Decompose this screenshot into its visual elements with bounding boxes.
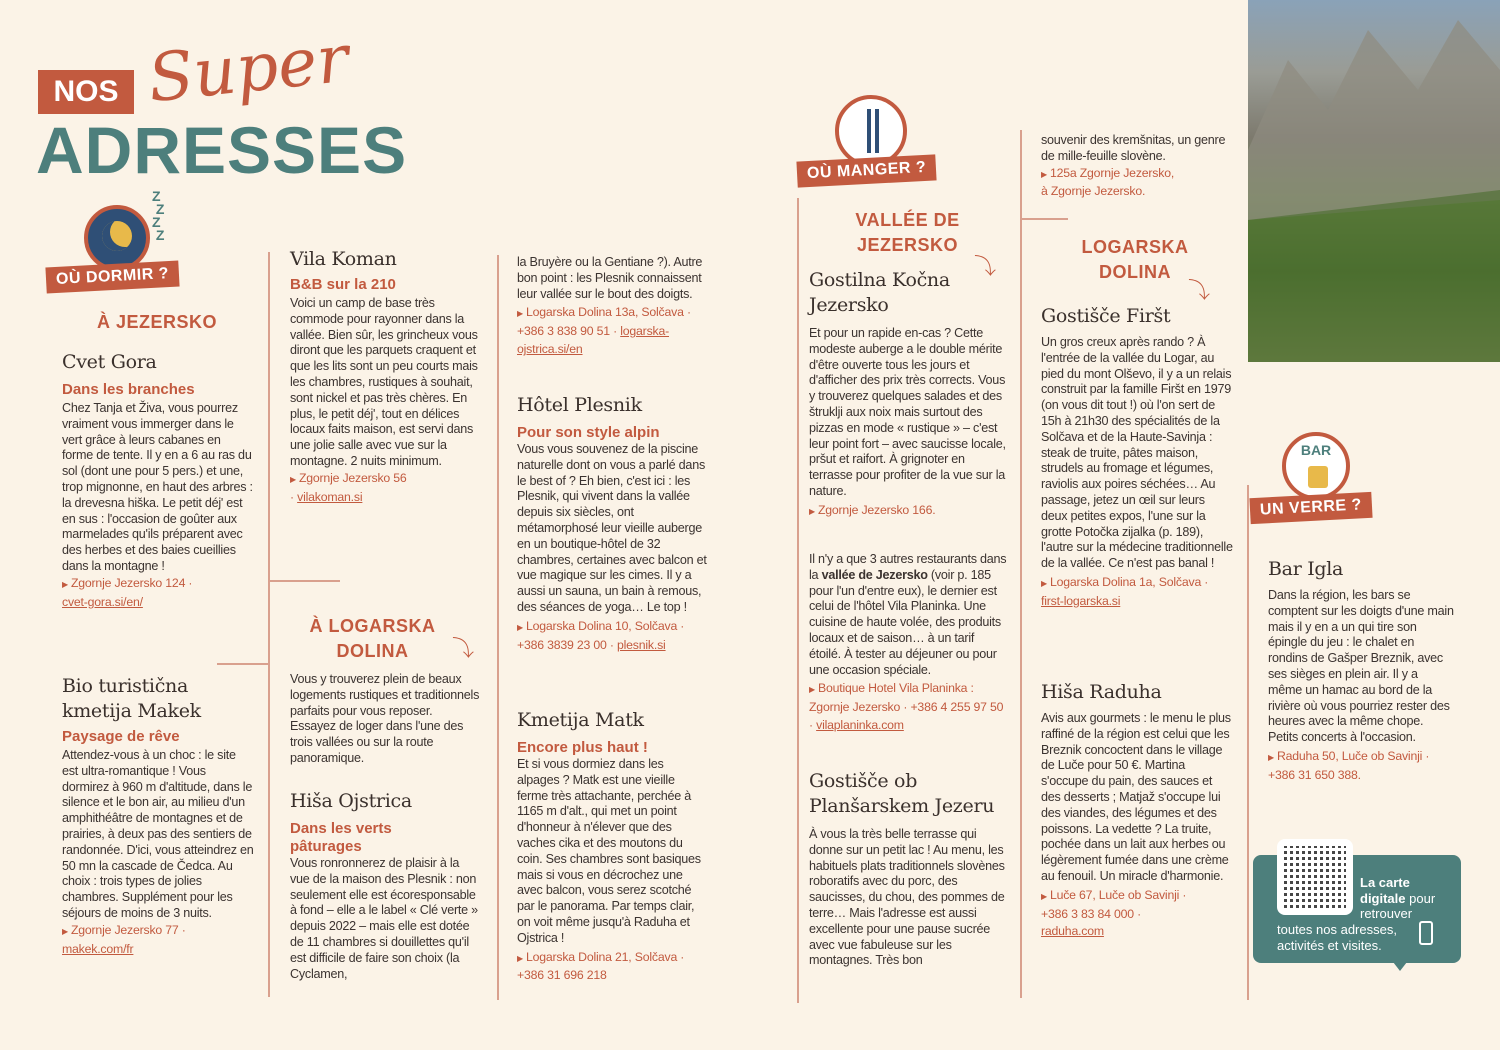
listing-subtitle: Paysage de rêve — [62, 728, 180, 745]
listing-body: Dans la région, les bars se comptent sur les doigts d'une main mais il y en a un qui tire son épingle du jeu : le chalet en rondins de Gašper Breznik, avec ses sièges en plein air. Il y a même un hamac au bord de la rivière où vous pourriez rester des heures avec la même chope. Petits concerts à l'occasion. — [1268, 588, 1454, 745]
listing-body: Voici un camp de base très commode pour rayonner dans la vallée. Bien sûr, les grincheux vous diront que les parquets craquent et que les lits sont un peu courts mais les chambres, rustiques à souhait, sont nickel et pas très chères. En plus, le petit déj', tout en délices locaux faits maison, est servi dans une jolie salle avec vue sur la montagne. 2 nuits minimum. — [290, 296, 478, 468]
listing-title: Cvet Gora — [62, 351, 157, 373]
listing-address: ▶ Zgornje Jezersko 56 · vilakoman.si — [290, 470, 407, 504]
listing-title: Hôtel Plesnik — [517, 394, 642, 416]
listing-address: ▶ Luče 67, Luče ob Savinji · +386 3 83 84 000 · raduha.com — [1041, 887, 1187, 939]
listing-bar-igla — [1268, 557, 1454, 785]
listing-body: Chez Tanja et Živa, vous pourrez vraiment vous immerger dans le vert grâce à leurs cabanes en forme de tente. Il y en a 6 au ras du sol (dont une pour 5 pers.) et une, trop mignonne, en haut des arbres : la drevesna hiška. Le petit déj' est en sus : l'occasion de goûter aux marmelades qu'ils préparent avec des herbes et des baies cueillies dans la montagne ! — [62, 401, 253, 573]
listing-title: Kmetija Matk — [517, 709, 644, 731]
section-logarska-dolina-manger: LOGARSKA DOLINA — [1081, 237, 1189, 282]
listing-vila-koman — [290, 247, 480, 506]
listing-body: À vous la très belle terrasse qui donne sur un petit lac ! Au menu, les habituels plats traditionnels slovènes roboratifs avec du porc, des saucisses, du chou, des pommes de terre… Mais l'adresse est aussi excellente pour une pause sucrée avec vue fabuleuse sur les montagnes. Très bon — [809, 827, 1005, 968]
listing-address: ▶ Logarska Dolina 13a, Solčava · +386 3 838 90 51 · logarska-ojstrica.si/en — [517, 305, 691, 356]
section-logarska-dolina: À LOGARSKA DOLINA — [309, 616, 436, 661]
listing-title: Bio turistična kmetija Makek — [62, 675, 201, 722]
listing-cvet-gora — [62, 350, 254, 611]
ou-dormir-badge: OÙ DORMIR ? — [45, 261, 179, 294]
listing-title: Vila Koman — [290, 248, 397, 270]
listing-body: Vous ronronnerez de plaisir à la vue de la maison des Plesnik : non seulement elle est écoresponsable à fond – elle a le label « Clé verte » depuis 2022 – mais elle est dotée de 11 chambres si douillettes qu'il est difficile de faire son choix (la Cyclamen, — [290, 856, 478, 981]
listing-address: ▶ Zgornje Jezersko 166. — [809, 502, 936, 517]
listing-link[interactable]: cvet-gora.si/en/ — [62, 594, 143, 609]
listing-gostilna-kocna — [809, 268, 1007, 521]
listing-body: Attendez-vous à un choc : le site est ultra-romantique ! Vous dormirez à 960 m d'altitude, dans le silence et le bon air, au milieu d'un amphithéâtre de montagnes et de prairies, à deux pas des sentiers de randonnée. D'ici, vous atteindrez en 50 mn la cascade de Čedca. Au choix : trois types de jolies chambres. Supplément pour les séjours de moins de 3 nuits. — [62, 748, 254, 920]
listing-body: Un gros creux après rando ? À l'entrée de la vallée du Logar, au pied du mont Olševo, il y a un relais construit par la famille Firšt en 1979 (on vous dit tout !) où l'on sert de 15h à 21h30 des spécialités de la Solčava et de la Haute-Savinja : steak de truite, pâtes maison, strudels au fromage et légumes, raviolis aux poires séchées… Au passage, jetez un œil sur leurs deux petites expos, l'une sur la grotte Potočka zijalka (p. 189), l'autre sur la médecine traditionnelle de la vallée. Ce n'est pas banal ! — [1041, 335, 1233, 571]
ou-manger-badge: OÙ MANGER ? — [796, 154, 936, 187]
divider — [497, 255, 499, 1000]
divider — [1020, 130, 1022, 998]
title-nos-badge: NOS — [38, 70, 134, 114]
listing-hisa-ojstrica-cont — [517, 255, 705, 359]
listing-address: ▶ Zgornje Jezersko 124 · cvet-gora.si/en/ — [62, 575, 193, 609]
divider — [217, 663, 269, 665]
listing-title: Gostišče ob Planšarskem Jezeru — [809, 770, 995, 817]
listing-body: Et pour un rapide en-cas ? Cette modeste auberge a le double mérite d'être ouverte tous les jours et d'afficher des prix très corrects. Vous y trouverez quelques salades et des štruklji aux noix mais surtout des pizzas en mode « rustique » – c'est leur point fort – avec saucisse locale, pršut et raifort. À grignoter en terrasse pour profiter de la vue sur la nature. — [809, 326, 1006, 498]
listing-gostisce-plansarskem — [809, 769, 1007, 969]
listing-hisa-raduha — [1041, 680, 1233, 941]
listing-link[interactable]: makek.com/fr — [62, 941, 134, 956]
divider — [268, 252, 270, 997]
listing-hisa-ojstrica — [290, 789, 480, 982]
listing-body: Il n'y a que 3 autres restaurants dans la vallée de Jezersko (voir p. 185 pour l'un d'entre eux), le dernier est celui de l'hôtel Vila Planinka. Une cuisine de haute volée, des produits locaux et de saison… à un tarif étoilé. À tester au déjeuner ou pour une occasion spéciale. — [809, 552, 1007, 677]
sleep-zzz-icon: Z Z Z Z — [152, 188, 165, 243]
phone-hand-icon — [1419, 921, 1433, 945]
divider — [1247, 485, 1249, 1000]
listing-address: ▶ 125a Zgornje Jezersko, à Zgornje Jezersko. — [1041, 165, 1175, 199]
title-adresses: ADRESSES — [36, 113, 408, 187]
listing-kmetija-matk — [517, 708, 707, 985]
section-vallee-jezersko: VALLÉE DE JEZERSKO — [855, 210, 960, 255]
mountain-photo — [1248, 0, 1500, 362]
listing-subtitle: Encore plus haut ! — [517, 739, 648, 756]
curved-arrow-icon: ⤵ — [974, 254, 997, 279]
listing-title: Hiša Raduha — [1041, 681, 1162, 703]
listing-body: Et si vous dormiez dans les alpages ? Matk est une vieille ferme très attachante, perchée à 1165 m d'alt., qui met un point d'honneur à n'élever que des vaches cika et des moutons du coin. Ses chambres sont basiques mais si vous en décrochez une avec balcon, vous serez scotché par le panorama. Par temps clair, on voit même jusqu'à Raduha et Ojstrica ! — [517, 757, 701, 945]
listing-title: Hiša Ojstrica — [290, 790, 412, 812]
listing-address: ▶ Logarska Dolina 1a, Solčava · first-logarska.si — [1041, 574, 1209, 608]
moon-icon — [84, 205, 150, 271]
listing-vila-planinka — [809, 552, 1007, 735]
listing-subtitle: B&B sur la 210 — [290, 276, 396, 293]
listing-address: ▶ Raduha 50, Luče ob Savinji · +386 31 650 388. — [1268, 748, 1430, 782]
section-jezersko: À JEZERSKO — [96, 312, 218, 332]
listing-gostisce-first — [1041, 304, 1233, 611]
curved-arrow-icon: ⤵ — [452, 636, 475, 661]
listing-address: ▶ Logarska Dolina 21, Solčava · +386 31 696 218 — [517, 949, 685, 983]
divider — [268, 580, 340, 582]
listing-link[interactable]: plesnik.si — [617, 637, 666, 652]
listing-title: Bar Igla — [1268, 558, 1344, 580]
listing-address: ▶ Boutique Hotel Vila Planinka : Zgornje Jezersko · +386 4 255 97 50 · vilaplaninka.com — [809, 681, 1004, 732]
curved-arrow-icon: ⤵ — [1188, 278, 1211, 303]
qr-code-icon[interactable] — [1277, 839, 1353, 915]
listing-link[interactable]: first-logarska.si — [1041, 593, 1121, 608]
listing-subtitle: Dans les branches — [62, 381, 195, 398]
listing-link[interactable]: vilaplaninka.com — [816, 717, 904, 732]
listing-address: ▶ Zgornje Jezersko 77 · makek.com/fr — [62, 922, 186, 956]
title-super: Super — [144, 19, 353, 118]
listing-link[interactable]: logarska-ojstrica.si/en — [517, 324, 669, 356]
listing-link[interactable]: raduha.com — [1041, 924, 1104, 939]
listing-makek — [62, 674, 254, 958]
listing-body: Avis aux gourmets : le menu le plus raffiné de la région est celui que les Breznik concoctent dans le village de Luče pour 50 €. Martina s'occupe du pain, des sauces et des desserts ; Matjaž s'occupe lui des viandes, des légumes et des poissons. La vedette ? La truite, pochée dans un lait aux herbes ou légèrement fumée dans une crème au fenouil. Un miracle d'harmonie. — [1041, 711, 1231, 883]
listing-link[interactable]: vilakoman.si — [297, 489, 363, 504]
digital-map-callout[interactable]: La carte digitale pour retrouver toutes nos adresses, activités et visites. — [1253, 855, 1461, 963]
listing-gostisce-plansarskem-cont — [1041, 133, 1233, 201]
listing-address: ▶ Logarska Dolina 10, Solčava · +386 3839 23 00 · plesnik.si — [517, 618, 685, 652]
logarska-intro: Vous y trouverez plein de beaux logements rustiques et traditionnels parfaits pour vous reposer. Essayez de loger dans l'une des trois vallées ou sur la route panoramique. — [290, 672, 480, 765]
divider — [797, 198, 799, 1003]
listing-title: Gostilna Kočna Jezersko — [809, 269, 950, 316]
listing-body: Vous vous souvenez de la piscine naturelle dont on vous a parlé dans le best of ? Eh bien, c'est ici : les Plesnik, qui vivent dans la vallée depuis six siècles, ont métamorphosé leur vieille auberge en un boutique-hôtel de 32 chambres, certaines avec balcon et vue magique sur les cimes. Il y a aussi un sauna, un bain à remous, des séances de yoga… Le top ! — [517, 442, 707, 614]
listing-subtitle: Dans les verts pâturages — [290, 820, 392, 855]
listing-subtitle: Pour son style alpin — [517, 424, 660, 441]
listing-body: souvenir des kremšnitas, un genre de mille-feuille slovène. — [1041, 133, 1226, 163]
beer-mug-icon: BAR — [1282, 432, 1350, 500]
listing-body: la Bruyère ou la Gentiane ?). Autre bon point : les Plesnik connaissent leur vallée sur le bout des doigts. — [517, 255, 703, 301]
un-verre-badge: UN VERRE ? — [1249, 492, 1372, 524]
listing-hotel-plesnik — [517, 393, 707, 654]
divider — [1020, 218, 1068, 220]
listing-title: Gostišče Firšt — [1041, 305, 1171, 327]
